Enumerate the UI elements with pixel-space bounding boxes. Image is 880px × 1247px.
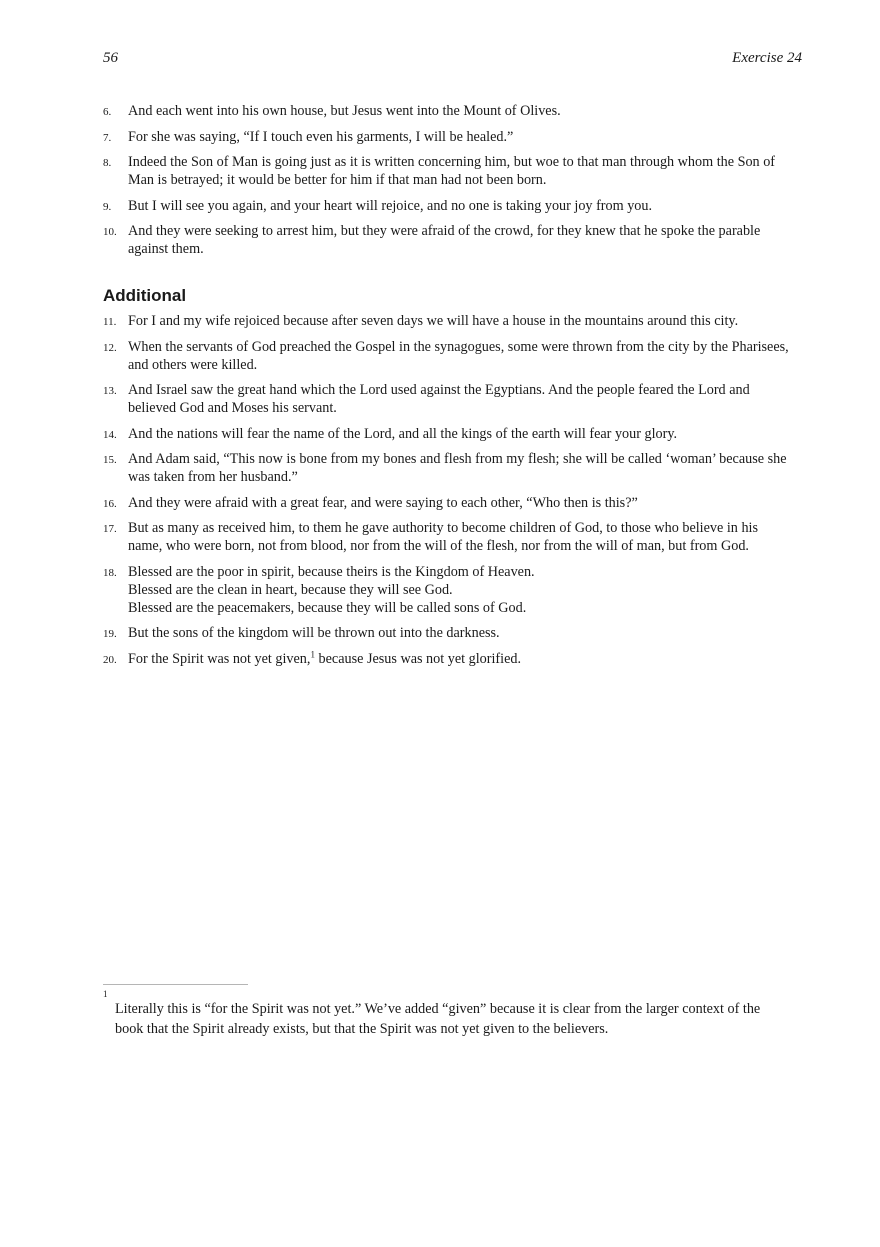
exercise-item <box>103 519 803 555</box>
item-text-line <box>128 650 803 668</box>
item-number: 7. <box>103 131 112 144</box>
item-number: 15. <box>103 454 117 466</box>
item-number: 16. <box>103 497 117 510</box>
item-text-line: And Israel saw the great hand which the Lord used against the Egyptians. And the people feared the Lord and <box>128 382 750 398</box>
exercise-list-additional <box>103 312 803 675</box>
item-number: 9. <box>103 200 112 213</box>
item-text-segment: because Jesus was not yet glorified. <box>314 650 522 667</box>
item-text-line: For I and my wife rejoiced because after seven days we will have a house in the mountains around this city. <box>128 313 739 329</box>
footnote-text <box>115 999 783 1039</box>
item-text-line: And the nations will fear the name of the Lord, and all the kings of the earth will fear your glory. <box>128 425 678 442</box>
item-text-line: and others were killed. <box>128 356 258 373</box>
exercise-item <box>103 153 803 189</box>
item-text-line: But I will see you again, and your heart will rejoice, and no one is taking your joy from you. <box>128 197 653 214</box>
item-text-line: name, who were born, not from blood, nor from the will of the flesh, nor from the will of man, but from God. <box>128 538 749 554</box>
item-number: 11. <box>103 316 117 328</box>
footnote-text-line: Literally this is “for the Spirit was not yet.” We’ve added “given” because it is clear from the larger context of the <box>115 1001 761 1017</box>
exercise-item <box>103 450 803 486</box>
item-number: 13. <box>103 385 117 397</box>
item-text-line: And each went into his own house, but Jesus went into the Mount of Olives. <box>128 103 561 119</box>
item-number: 6. <box>103 106 112 118</box>
item-text-line: And they were afraid with a great fear, and were saying to each other, “Who then is this?” <box>128 494 638 511</box>
item-text-line: was taken from her husband.” <box>128 469 298 485</box>
item-number: 8. <box>103 157 112 169</box>
item-text-line: But as many as received him, to them he gave authority to become children of God, to those who believe in his <box>128 520 758 536</box>
item-number: 20. <box>103 653 117 666</box>
item-text-segment: For the Spirit was not yet given, <box>128 650 311 667</box>
item-text-line: And they were seeking to arrest him, but they were afraid of the crowd, for they knew that he spoke the parable <box>128 223 761 239</box>
exercise-item <box>103 128 803 146</box>
item-text-line: When the servants of God preached the Gospel in the synagogues, some were thrown from the city by the Pharisees, <box>128 338 789 355</box>
item-text-line: And Adam said, “This now is bone from my bones and flesh from my flesh; she will be called ‘woman’ because she <box>128 451 787 467</box>
item-text-line: Indeed the Son of Man is going just as it is written concerning him, but woe to that man through whom the Son of <box>128 154 776 170</box>
item-text-line: But the sons of the kingdom will be thrown out into the darkness. <box>128 625 500 641</box>
footnote-marker: 1 <box>103 989 108 999</box>
footnote-text-line: book that the Spirit already exists, but that the Spirit was not yet given to the believers. <box>115 1021 609 1037</box>
running-head <box>103 50 802 70</box>
exercise-title: Exercise 24 <box>732 50 802 66</box>
item-text-line: Blessed are the clean in heart, because they will see God. <box>128 581 453 598</box>
item-number: 14. <box>103 428 117 441</box>
item-text-line: Man is betrayed; it would be better for him if that man had not been born. <box>128 172 547 188</box>
exercise-list-main <box>103 102 803 266</box>
item-number: 12. <box>103 341 117 354</box>
exercise-item <box>103 381 803 417</box>
item-number: 18. <box>103 566 117 579</box>
item-text-line: believed God and Moses his servant. <box>128 400 337 416</box>
item-number: 19. <box>103 628 117 640</box>
exercise-item <box>103 312 803 330</box>
exercise-item <box>103 425 803 443</box>
exercise-item <box>103 197 803 215</box>
item-text-line: For she was saying, “If I touch even his garments, I will be healed.” <box>128 128 514 145</box>
item-number: 10. <box>103 226 117 238</box>
item-text-line: Blessed are the poor in spirit, because theirs is the Kingdom of Heaven. <box>128 563 535 580</box>
exercise-item <box>103 563 803 617</box>
exercise-item <box>103 494 803 512</box>
exercise-item <box>103 624 803 642</box>
item-text-line: against them. <box>128 241 204 257</box>
item-number: 17. <box>103 523 117 535</box>
footnote-divider <box>103 984 248 985</box>
footnote-reference[interactable]: 1 <box>310 648 315 659</box>
page-number: 56 <box>103 50 118 66</box>
item-text-line: Blessed are the peacemakers, because they will be called sons of God. <box>128 599 527 616</box>
section-heading-additional: Additional <box>103 286 187 305</box>
exercise-item <box>103 338 803 374</box>
exercise-item <box>103 650 803 668</box>
exercise-item <box>103 102 803 120</box>
exercise-item <box>103 222 803 258</box>
